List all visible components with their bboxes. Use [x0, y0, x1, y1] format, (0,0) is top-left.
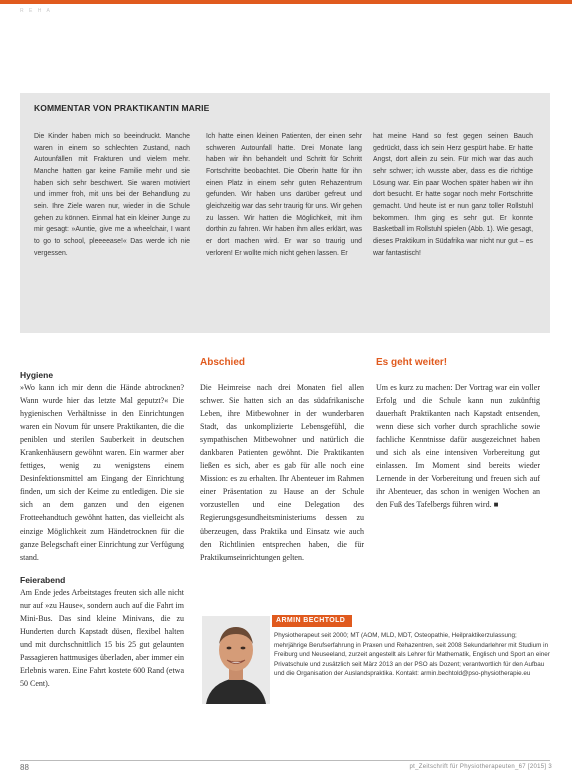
comment-title: KOMMENTAR VON PRAKTIKANTIN MARIE: [34, 103, 210, 113]
paragraph-hygiene: »Wo kann ich mir denn die Hände abtrocknen? Wann wurde hier das letzte Mal geputzt?« Die hygienischen Verhältnisse in den Einrichtungen waren ein Novum für unsere Praktikanten, die die peniblen und sterilen Sauberkeit in deutschen Krankenhäusern gewöhnt waren. Ein warmer aber fettiges, wenig zu wenigstens einem Desinfektionsmittel am Eingang der Einrichtung finden, um sich der Keime zu entledigen. Die sie sich an dem ganzen und den eigenen Frotteehandtuch gewöhnt hatten, das vielleicht als einzige Möglichkeit zum Händetrocknen für die ganze Belegschaft einer Einrichtung zur Verfügung stand.: [20, 383, 185, 562]
comment-column-3: hat meine Hand so fest gegen seinen Bauch gedrückt, dass ich sein Herz gespürt habe. Er hatte Angst, dort allein zu sein. Für mich war das auch sehr schwer; ich wusste aber, dass es die richtige Lösung war. Ein paar Wochen später haben wir ihn dort besucht. Er hatte sogar noch mehr Fortschritte gemacht. Und heute ist er nun ganz toller Rollstuhl bekommen. Ihm ging es sehr gut. Er konnte Basketball im Rollstuhl spielen (Abb. 1). Wie gesagt, dieses Praktikum in Südafrika war nicht nur gut – es war fantastisch!: [373, 133, 533, 257]
article-column-1: [20, 369, 184, 690]
top-accent-bar: [0, 0, 572, 4]
article-column-2: [200, 381, 364, 564]
heading-abschied: Abschied: [200, 357, 246, 368]
intern-comment-box: [20, 93, 550, 333]
author-bio: Physiotherapeut seit 2000; MT (AOM, MLD, MDT, Osteopathie, Heilpraktikerzulassung; mehrjährige Berufserfahrung in Praxen und Rehazentren, seit 2008 Sekundarlehrer mit Studium in Freiburg und Neuseeland, zurzeit angestellt als Lehrer für Mathematik, Englisch und Sport an einer Privatschule und zusätzlich seit März 2013 an der PSO als Dozent; verantwortlich für den Aufbau und die Organisation der Auslandspraktika. Kontakt: armin.bechtold@pso-physiotherapie.eu: [274, 632, 550, 678]
author-portrait-illustration: [202, 616, 270, 704]
section-tag: R E H A: [20, 8, 52, 14]
author-photo: [202, 616, 270, 704]
comment-column-2: Ich hatte einen kleinen Patienten, der einen sehr schweren Autounfall hatte. Drei Monate lang haben wir ihn behandelt und Schritt für Schritt Fortschritte beobachtet. Die Oberin hatte für ihn einen Platz in einem sehr guten Rehazentrum gefunden. Wir haben uns darüber gefreut und gleichzeitig war das sehr traurig für uns. Wir gehen zu lassen. Wir hatten die Möglichkeit, mit ihm dorthin zu fahren. Wir haben ihm alles erklärt, was er dort machen wird. Er war so traurig und verloren! Er wollte mich nicht gehen lassen. Er: [206, 133, 362, 257]
article-column-3: [376, 381, 540, 511]
comment-column-1: Die Kinder haben mich so beeindruckt. Manche waren in einem so schlechten Zustand, nach Autounfällen mit Frakturen und vielem mehr. Manche hatten gar keine Familie mehr und sie haben sich sehr beschwert. Sie waren motiviert und immer froh, mit uns bei der Behandlung zu sein. Ihre Ziele waren nur, wieder in die Schule gehen zu können. Einmal hat ein kleiner Junge zu mir gesagt: »Auntie, give me a wheelchair, I want to go to school, pleeeease!« Das werde ich nie vergessen.: [34, 133, 190, 257]
heading-es-geht-weiter: Es geht weiter!: [376, 357, 448, 368]
page-number: 88: [20, 763, 29, 772]
footer-divider: [20, 760, 550, 761]
paragraph-abschied: Die Heimreise nach drei Monaten fiel allen schwer. Sie hatten sich an das südafrikanische Leben, ihre Mitbewohner in der wunderbaren Stadt, das unkomplizierte Lebensgefühl, die sympathischen Mitbewohner und natürlich die dankbaren Patienten gewöhnt. Die Praktikanten ließen es sich, aber es gab für alle noch eine Mission: es zu erhalten. Ihr Abenteuer im Rahmen einer Präsentation zu Hause an der Schule vorzustellen und eine Delegation des Regierungsgesundheitsministeriums dessen zu überzeugen, dass Praktika und Einsatz wie auch den Richtlinien entsprechen haben, die für Praktikumseinrichtungen gelten.: [200, 383, 364, 562]
heading-feierabend: Feierabend: [20, 574, 66, 585]
author-name-badge: ARMIN BECHTOLD: [272, 615, 352, 627]
paragraph-feierabend: Am Ende jedes Arbeitstages freuten sich alle nicht nur auf »zu Hause«, sondern auch auf die Fahrt im Mini-Bus. Das sind kleine Minivans, die zu Hunderten durch Kapstadt düsen, flexibel halten und mit durchschnittlich 15 bis 25 gut gelaunten Passagieren hattmusiges überladen, aber immer ein Erlebnis waren. Eine Fahrt kostete 600 Rand (etwa 50 Cent).: [20, 587, 184, 688]
heading-hygiene: Hygiene: [20, 370, 54, 380]
paragraph-es-geht-weiter: Um es kurz zu machen: Der Vortrag war ein voller Erfolg und die Schule kann nun zukünftig dauerhaft Praktikanten nach Kapstadt entsenden, wenn diese sich vorher durch sprachliche sowie fachliche Kenntnisse dafür ausgezeichnet haben und sich als eine intensiven Vorbereitung gut einlassen. Im Moment sind bereits wieder Lernende in der Vorbereitung und freuen sich auf ihr Abenteuer, das schon in wenigen Wochen an den Fuß des Tafelbergs führen wird. ■: [376, 383, 540, 510]
journal-reference: pt_Zeitschrift für Physiotherapeuten_67 [2015] 3: [409, 764, 552, 770]
